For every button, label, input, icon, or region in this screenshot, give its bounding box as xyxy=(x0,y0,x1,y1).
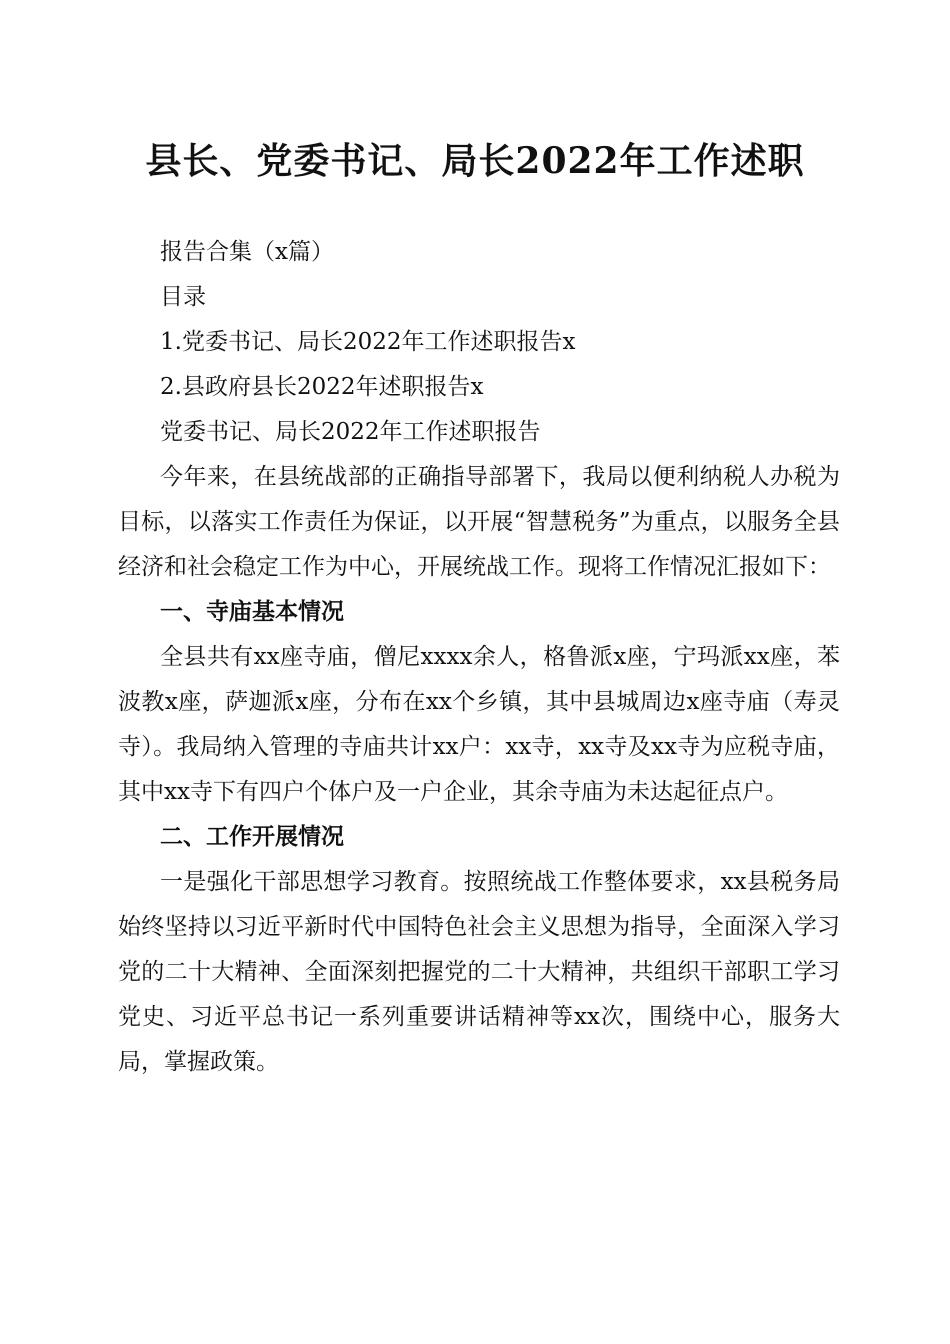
section-2-paragraph xyxy=(118,860,840,1085)
section-1-heading: 一、寺庙基本情况 xyxy=(160,599,344,625)
section-2-text: 按照统战工作整体要求，xx县税务局始终坚持以习近平新时代中国特色社会主义思想为指导，全面深入学习党的二十大精神、全面深刻把握党的二十大精神，共组织干部职工学习党史、习近平总书记一系列重要讲话精神等xx次，围绕中心，服务大局，掌握政策。 xyxy=(118,869,840,1075)
subtitle-line: 报告合集（x篇） xyxy=(160,239,334,265)
document-body xyxy=(118,230,840,1085)
toc-item-1: 1.党委书记、局长2022年工作述职报告x xyxy=(160,329,576,355)
document-title: 县长、党委书记、局长2022年工作述职 xyxy=(145,140,805,182)
section-2-heading: 二、工作开展情况 xyxy=(160,824,344,850)
report-title-line: 党委书记、局长2022年工作述职报告 xyxy=(160,419,541,445)
section-2-lead: 一是强化干部思想学习教育。 xyxy=(160,869,464,895)
toc-heading: 目录 xyxy=(160,284,206,310)
section-1-paragraph: 全县共有xx座寺庙，僧尼xxxx余人，格鲁派x座，宁玛派xx座，苯波教x座，萨迦派x座，分布在xx个乡镇，其中县城周边x座寺庙（寿灵寺）。我局纳入管理的寺庙共计xx户：xx寺，xx寺及xx寺为应税寺庙，其中xx寺下有四户个体户及一户企业，其余寺庙为未达起征点户。 xyxy=(118,644,840,805)
toc-item-2: 2.县政府县长2022年述职报告x xyxy=(160,374,484,400)
intro-paragraph: 今年来，在县统战部的正确指导部署下，我局以便利纳税人办税为目标，以落实工作责任为保证，以开展“智慧税务”为重点，以服务全县经济和社会稳定工作为中心，开展统战工作。现将工作情况汇报如下： xyxy=(118,464,840,580)
